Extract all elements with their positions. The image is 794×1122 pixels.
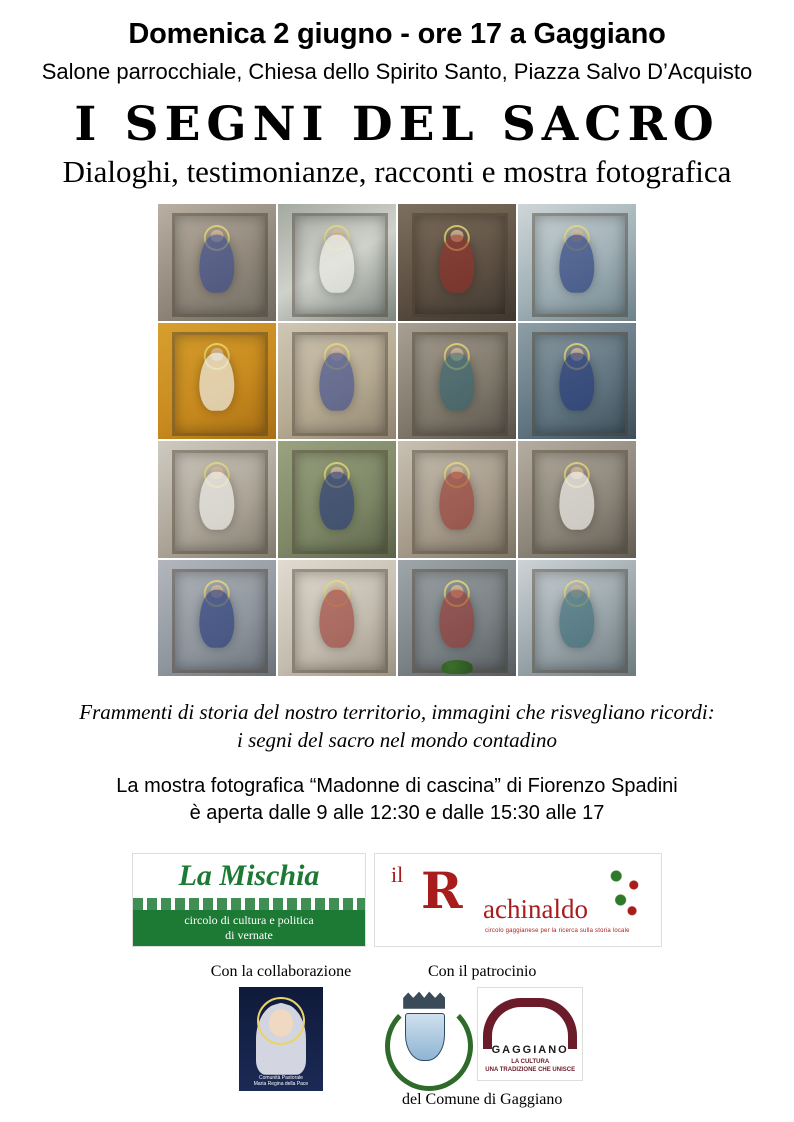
photo-cell bbox=[398, 441, 516, 558]
photo-cell bbox=[398, 560, 516, 677]
rachinaldo-tagline: circolo gaggianese per la ricerca sulla storia locale bbox=[485, 927, 630, 934]
comune-crest-icon bbox=[381, 987, 467, 1087]
la-mischia-name: La Mischia bbox=[178, 858, 320, 892]
photo-cell bbox=[158, 323, 276, 440]
parish-line-2: Maria Regina della Pace bbox=[253, 1081, 309, 1088]
exhibition-quote bbox=[79, 698, 714, 755]
patronage-caption: Con il patrocinio bbox=[427, 962, 537, 980]
parish-logo bbox=[239, 987, 323, 1091]
info-line-2: è aperta dalle 9 alle 12:30 e dalle 15:30 alle 17 bbox=[189, 801, 605, 824]
photo-cell bbox=[278, 323, 396, 440]
photo-cell bbox=[278, 204, 396, 321]
photo-cell bbox=[158, 560, 276, 677]
arch-icon bbox=[483, 998, 577, 1049]
collaboration-block bbox=[211, 963, 351, 1091]
wave-icon bbox=[133, 898, 365, 910]
photo-cell bbox=[398, 204, 516, 321]
event-venue-line: Salone parrocchiale, Chiesa dello Spirito Santo, Piazza Salvo D’Acquisto bbox=[41, 59, 753, 84]
rachinaldo-article: il bbox=[391, 861, 404, 887]
photo-cell bbox=[278, 441, 396, 558]
gaggiano-line-1: LA CULTURA bbox=[511, 1058, 550, 1065]
patrons-row bbox=[137, 963, 657, 1109]
page-subtitle: Dialoghi, testimonianze, racconti e mostra fotografica bbox=[62, 154, 732, 189]
photo-cell bbox=[278, 560, 396, 677]
logo-la-mischia bbox=[132, 853, 366, 947]
photo-cell bbox=[518, 441, 636, 558]
rachinaldo-name: achinaldo bbox=[483, 893, 588, 924]
page-title: I SEGNI DEL SACRO bbox=[74, 97, 720, 152]
quote-line-1: Frammenti di storia del nostro territorio, immagini che risvegliano ricordi: bbox=[79, 700, 715, 724]
photo-cell bbox=[518, 560, 636, 677]
la-mischia-line-1: circolo di cultura e politica bbox=[184, 913, 314, 928]
quote-line-2: i segni del sacro nel mondo contadino bbox=[236, 728, 557, 753]
event-date-line: Domenica 2 giugno - ore 17 a Gaggiano bbox=[128, 18, 666, 50]
photo-cell bbox=[518, 204, 636, 321]
collaboration-caption: Con la collaborazione bbox=[210, 962, 352, 980]
gaggiano-line-2: UNA TRADIZIONE CHE UNISCE bbox=[485, 1066, 576, 1073]
photo-cell bbox=[398, 323, 516, 440]
gaggiano-name: GAGGIANO bbox=[491, 1043, 569, 1056]
patronage-block bbox=[381, 963, 583, 1109]
logo-il-rachinaldo bbox=[374, 853, 662, 947]
flower-sprig-icon bbox=[603, 864, 647, 924]
patronage-footer: del Comune di Gaggiano bbox=[401, 1090, 563, 1108]
info-line-1: La mostra fotografica “Madonne di cascina” di Fiorenzo Spadini bbox=[116, 774, 678, 797]
rachinaldo-monogram: R bbox=[421, 860, 463, 920]
photo-cell bbox=[518, 323, 636, 440]
photo-mosaic bbox=[158, 204, 636, 676]
organizer-logos bbox=[132, 853, 662, 947]
photo-cell bbox=[158, 204, 276, 321]
exhibition-info bbox=[116, 773, 677, 827]
photo-cell bbox=[158, 441, 276, 558]
parish-line-1: Comunità Pastorale bbox=[259, 1075, 303, 1082]
la-mischia-line-2: di vernate bbox=[225, 927, 273, 942]
gaggiano-cultura-logo bbox=[477, 987, 583, 1081]
